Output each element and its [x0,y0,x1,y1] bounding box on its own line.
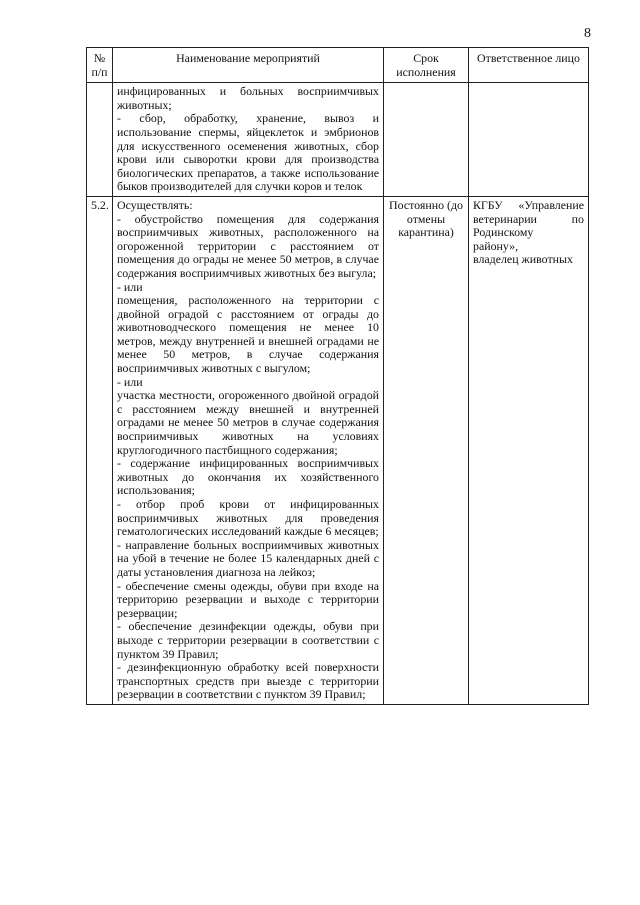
header-term: Срок исполнения [384,48,469,83]
row-number: 5.2. [87,196,113,704]
measure-item: - направление больных восприимчивых животных на убой в течение не более 15 календарных дней с даты установления диагноза на лейкоз; [117,537,379,579]
measure-item: - дезинфекционную обработку всей поверхности транспортных средств при выезде с территории резервации в соответствии с пунктом 39 Правил; [117,660,379,702]
measure-item: Осуществлять: [117,197,193,212]
row-term: Постоянно (до отмены карантина) [384,196,469,704]
measure-item: - или [117,374,143,389]
header-responsible: Ответственное лицо [469,48,589,83]
measure-item: - отбор проб крови от инфицированных восприимчивых животных для проведения гематологических исследований каждые 6 месяцев; [117,497,379,539]
responsible-line: району», [473,238,519,253]
row-term [384,83,469,197]
header-name: Наименование мероприятий [113,48,384,83]
table-row [87,196,589,704]
row-measures [113,196,384,704]
measure-item: - сбор, обработку, хранение, вывоз и использование спермы, яйцеклеток и эмбрионов для искусственного осеменения животных, сбор крови или сыворотки крови для производства биологических препаратов, а также использование быков производителей для случки коров и телок [117,111,379,194]
measure-item: - или [117,279,143,294]
row-number [87,83,113,197]
responsible-line: ветеринарии по [473,211,584,226]
measure-item: помещения, расположенного на территории с двойной оградой с расстоянием от ограды до животноводческого помещения не менее 10 метров, между внутренней и внешней оградами не менее 50 метров, в случае содержания восприимчивых животных с выгулом; [117,293,379,376]
table-header-row [87,48,589,83]
responsible-line: владелец животных [473,252,573,267]
header-number: № п/п [87,48,113,83]
page-number: 8 [584,26,591,41]
measure-item: - обустройство помещения для содержания восприимчивых животных, расположенного на огороженной территории с расстоянием от помещения до ограды не менее 50 метров, в случае содержания восприимчивых животных без выгула; [117,211,379,280]
row-responsible [469,196,589,704]
table-row [87,83,589,197]
responsible-line: КГБУ «Управление [473,197,584,212]
measure-item: участка местности, огороженного двойной оградой с расстоянием между внешней и внутренней оградами не менее 50 метров в случае содержания восприимчивых животных на условиях круглогодичного пастбищного содержания; [117,388,379,457]
row-measures [113,83,384,197]
measure-item: - обеспечение дезинфекции одежды, обуви при выходе с территории резервации в соответствии с пунктом 39 Правил; [117,619,379,661]
measure-item: инфицированных и больных восприимчивых животных; [117,84,379,112]
responsible-line: Родинскому [473,225,534,240]
row-responsible [469,83,589,197]
measure-item: - обеспечение смены одежды, обуви при входе на территорию резервации и выходе с территории резервации; [117,578,379,620]
measure-item: - содержание инфицированных восприимчивых животных до окончания их хозяйственного использования; [117,456,379,498]
measures-table [86,47,589,705]
